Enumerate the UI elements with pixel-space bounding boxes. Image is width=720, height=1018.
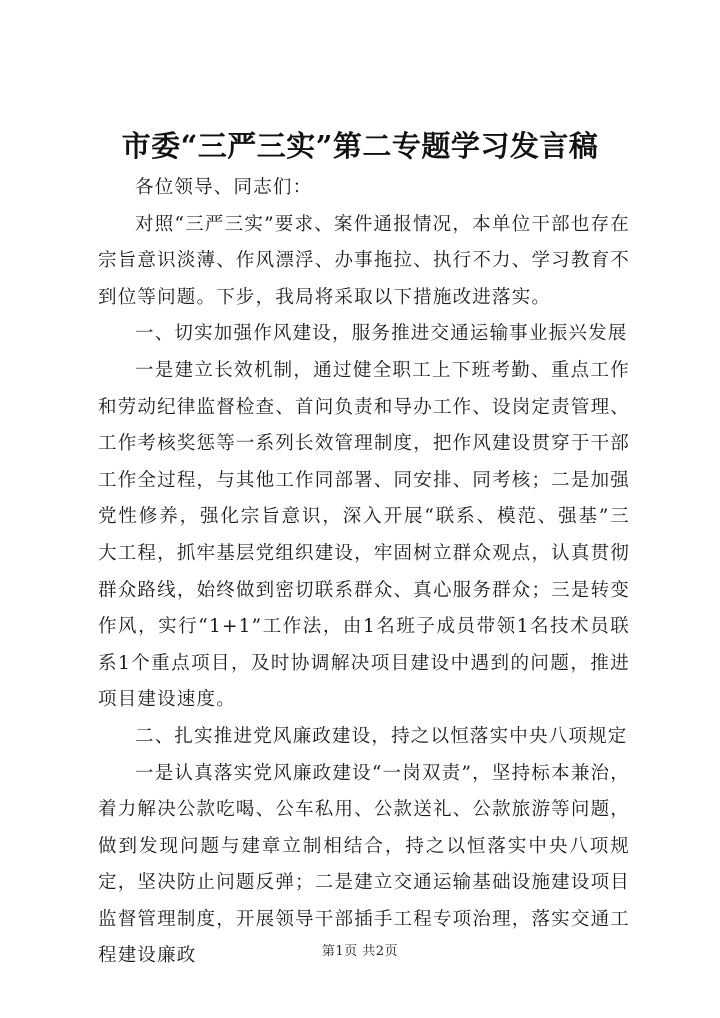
- page-number-footer: 第1页 共2页: [321, 944, 399, 959]
- salutation: 各位领导、同志们：: [135, 177, 313, 198]
- paragraph-intro: 对照“三严三实”要求、案件通报情况，本单位干部也存在宗旨意识淡薄、作风漂浮、办事拖拉、执行不力、学习教育不到位等问题。下步，我局将采取以下措施改进落实。: [98, 213, 630, 308]
- section-heading-2: 二、扎实推进党风廉政建设，持之以恒落实中央八项规定: [135, 725, 628, 747]
- paragraph-section-1: 一是建立长效机制，通过健全职工上下班考勤、重点工作和劳动纪律监督检查、首问负责和导办工作、设岗定责管理、工作考核奖惩等一系列长效管理制度，把作风建设贯穿于干部工作全过程，与其他工作同部署、同安排、同考核；二是加强党性修养，强化宗旨意识，深入开展“联系、模范、强基”三大工程，抓牢基层党组织建设，牢固树立群众观点，认真贯彻群众路线，始终做到密切联系群众、真心服务群众；三是转变作风，实行“1+1”工作法，由1名班子成员带领1名技术员联系1个重点项目，及时协调解决项目建设中遇到的问题，推进项目建设速度。: [98, 359, 630, 711]
- section-heading-1: 一、切实加强作风建设，服务推进交通运输事业振兴发展: [135, 323, 628, 345]
- paragraph-section-2: 一是认真落实党风廉政建设“一岗双责”，坚持标本兼治，着力解决公款吃喝、公车私用、公款送礼、公款旅游等问题，做到发现问题与建章立制相结合，持之以恒落实中央八项规定，坚决防止问题反弹；二是建立交通运输基础设施建设项目监督管理制度，开展领导干部插手工程专项治理，落实交通工程建设廉政: [98, 762, 630, 967]
- document-body: [98, 170, 630, 975]
- document-title: 市委“三严三实”第二专题学习发言稿: [121, 129, 599, 163]
